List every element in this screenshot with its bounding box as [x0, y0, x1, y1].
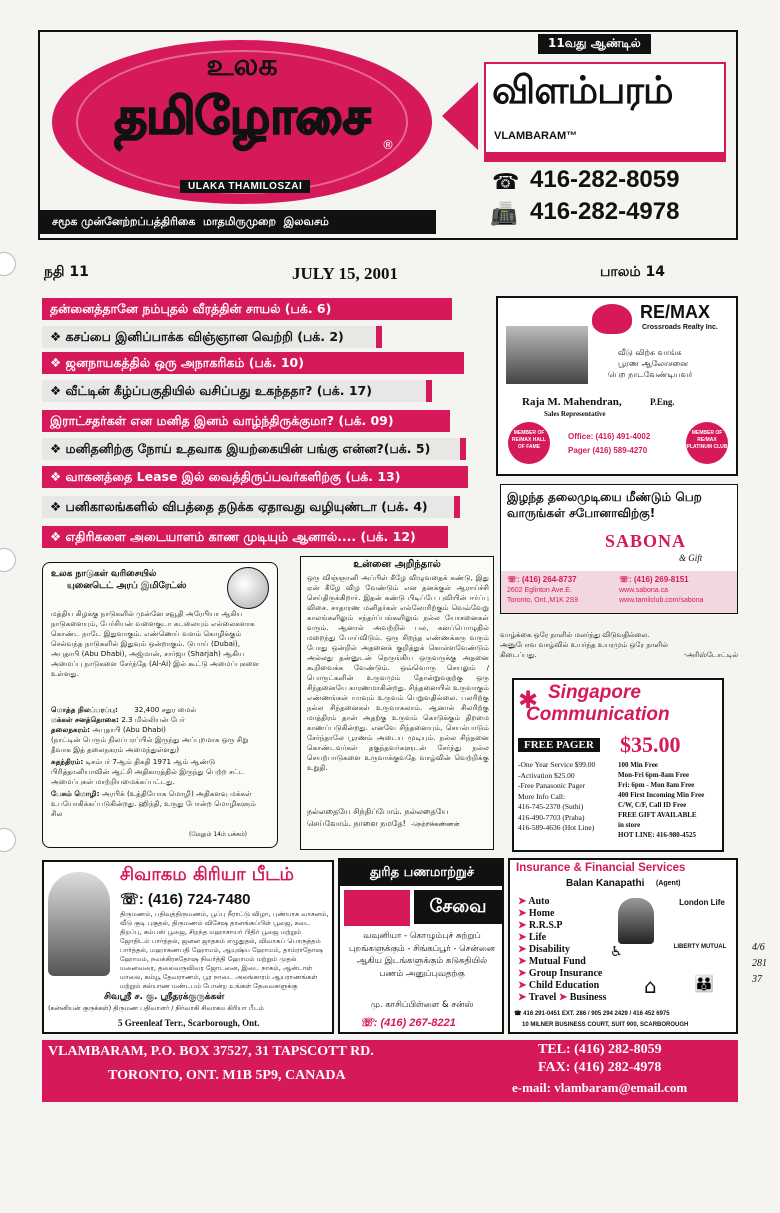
singapore-title-1: Singapore	[548, 682, 641, 703]
insurance-item: ➤ Mutual Fund	[518, 956, 586, 967]
insurance-item: ➤ Disability	[518, 944, 571, 955]
footer-email[interactable]: e-mail: vlambaram@email.com	[512, 1080, 688, 1095]
uae-capital-label: தலைநகரம்:	[51, 725, 91, 734]
insurance-title: Insurance & Financial Services	[516, 862, 686, 874]
masthead-logo	[52, 40, 432, 204]
transfer-phone: ☏: (416) 267-8221	[360, 1017, 456, 1029]
remax-tamil-2: பூரண ஆலோசனை	[618, 359, 688, 368]
sabona-fax: ☏: (416) 269-8151	[619, 575, 689, 584]
masthead-tamil-top: உலக	[206, 48, 278, 83]
singapore-left-item: -Activation $25.00	[518, 770, 575, 780]
uae-title-2: யுனைடெட் அரப் இமிரேட்ஸ்	[67, 581, 187, 591]
uae-capital-note: (நாட்டின் பெரும் நிலப்பரப்பில் இருந்து அப்புறமாக ஒரு சிறு தீவாக இத் தலைநகரம் அமைந்துள்ளது)	[51, 735, 249, 754]
telephone-icon: ☎	[492, 170, 520, 195]
singapore-title-2: Communication	[526, 704, 670, 725]
house-icon: ⌂	[644, 974, 657, 998]
transfer-title-1: துரித பணமாற்றுச்	[340, 860, 504, 886]
maple-leaf-icon: ✱	[518, 686, 539, 714]
uae-indep-row	[51, 757, 269, 787]
vlambaram-logo	[484, 62, 726, 162]
arrow-shape	[442, 82, 478, 150]
uae-body: மத்திய கிழக்கு நாடுகளில் முன்னே சவூதி அரேபியா ஆகிய நாடுகளையும், பேர்சியன் வளைகுடா கடலையும் எல்லைகளாக கொண்ட நாடே இதுவாகும். எண்ணெய் வளம் கொழிக்கும் செல்வந்த நாடுகளில் இதுவும் ஒன்றாகும். டுபாய் (Dubai), அபுதாபி (Abu Dhabi), அஜ்மான், சார்ஜா (Sharjah) ஆகிய அமைப்பு நாடுகளை சேர்ந்தே (Al-Ai) இல் கூட்டு அமைப்புகளை உள்ளது.	[51, 609, 260, 678]
handwritten-margin-note: 4/6 281 37	[752, 942, 767, 985]
headline-item[interactable]: இராட்சதர்கள் என மனித இனம் வாழ்ந்திருக்குமா? (பக். 09)	[42, 410, 450, 432]
uae-title-1: உலக நாடுகள் வரிசையில்	[51, 569, 157, 579]
punch-hole	[0, 252, 16, 276]
sivakam-body-continued	[48, 980, 118, 990]
footer-fax: FAX: (416) 282-4978	[538, 1060, 662, 1075]
sabona-tamil: இழந்த தலைமுடியை மீண்டும் பெற வாருங்கள் சபோனாவிற்கு!	[507, 490, 702, 520]
insurance-agent: Balan Kanapathi	[566, 878, 645, 889]
singapore-right-item: HOT LINE: 416-980-4525	[618, 831, 697, 839]
masthead-tagline: சமூக முன்னேற்றப்பத்திரிகை மாதமிருமுறை இலவசம்	[40, 210, 436, 234]
footer-address-1: VLAMBARAM, P.O. BOX 37527, 31 TAPSCOTT RD.	[48, 1044, 374, 1059]
quote-line-2: அனுபோவ வாழ்வில் உயர்ந்த உயரமும் ஒரே நாளில்	[500, 641, 668, 649]
remax-tamil-1: வீடு விற்க வாங்க	[618, 348, 682, 357]
sivakam-address: 5 Greenleaf Terr., Scarborough, Ont.	[118, 1018, 260, 1028]
insurance-contact: ☎ 416 291-0451 EXT. 286 / 905 294 2429 / 416 452 6975	[514, 1011, 670, 1017]
punch-hole	[0, 828, 16, 852]
remax-office: Crossroads Realty Inc.	[642, 324, 718, 331]
sabona-ad	[500, 484, 738, 614]
insurance-item: ➤ Child Education	[518, 980, 600, 991]
headline-item[interactable]: ❖ எதிரிகளை அடையாளம் காண முடியும் ஆனால்.... (பக். 12)	[42, 526, 448, 548]
quote-line-1: வாழ்க்கை ஒரே நாளில் மலர்ந்து விடுவதில்லை.	[500, 631, 650, 639]
footer-tel: TEL: (416) 282-8059	[538, 1042, 662, 1057]
singapore-left-item: -One Year Service $99.00	[518, 760, 596, 769]
balloon-icon	[592, 304, 632, 334]
uae-pop: 2.3 மில்லியன் பேர்	[121, 715, 185, 724]
singapore-right-list	[618, 760, 722, 840]
punch-hole	[0, 548, 16, 572]
uae-lang: அரபிக் (உத்தியோக மொழி) அதிகளவு மக்கள் உபயோகிக்கப்படுகின்றது. ஹிந்தி, உருது போன்ற மொழிகளும் சில	[51, 789, 257, 818]
hall-of-fame-seal: MEMBER OF RE/MAX HALL OF FAME	[508, 422, 550, 464]
transfer-title-2: சேவை	[414, 890, 502, 924]
uae-article	[42, 562, 278, 848]
uae-area: 32,400 சதுர மைல்	[134, 705, 197, 714]
vlambaram-latin: VLAMBARAM™	[494, 130, 578, 142]
singapore-left-item: 416-589-4636 (Hot Line)	[518, 823, 595, 832]
insurance-agent-role: (Agent)	[656, 880, 681, 887]
remax-ad	[496, 296, 738, 476]
uae-lang-label: பேசும் மொழி:	[51, 789, 100, 798]
footer-bar	[42, 1040, 738, 1102]
free-pager-badge: FREE PAGER	[518, 738, 600, 752]
sivakam-body: திருமணம், பதிவுத்திருமணம், பூப்பு நீராட்டு விழா, புண்யாக வாசனம், வீடு குடி புகுதல், திருமணம் விசேஷ தானங்கப்பிள் பூஜை, கடை திறப்பு, கம்பஸ் பூஜை, சிறந்த மஹாசாயர் பிதிர் பூஜை மற்றும் ஜோதிடம் பார்த்தல், ஜனன ஜாதகம் எழுதுதல், விவாகப் பொருத்தம் பார்த்தல், மஹாகணபதி ஹோமம், ஆயுஷ்ய ஹோமம், தாம்ராதோஷ ஹோமம், நவக்கிரகதோஷ நிவர்த்தி ஹோமம் மற்றும் முதல் மனைவரை, தலைவருவிவர ஜோடனை, இடை நாகம், ஆன்டாள் மாலை, கம்யூ தேவராணம், பூர நாடை அலங்காரம் ஆயராணங்கள் மற்றும் கல்யாண மண்டபம் போன்ற உங்கள் தேவைகளுக்கு	[120, 910, 329, 990]
remax-agent-suffix: P.Eng.	[650, 397, 675, 407]
remax-brand: RE/MAX	[640, 302, 711, 322]
sabona-phone: ☏: (416) 264-8737	[507, 575, 577, 584]
family-icon: 👪	[694, 974, 714, 993]
singapore-left-item: More Info Call:	[518, 791, 566, 801]
headline-item[interactable]: ❖ கசப்பை இனிப்பாக்க விஞ்ஞான வெற்றி (பக். 2)	[42, 326, 382, 348]
sivakam-ad	[42, 860, 334, 1034]
liberty-mutual-logo: LIBERTY MUTUAL	[673, 944, 727, 950]
registered-mark: ®	[382, 138, 394, 152]
uae-capital: அபுதாபி (Abu Dhabi)	[92, 725, 166, 734]
know-yourself-article	[300, 556, 494, 850]
insurance-item: ➤ Auto	[518, 896, 550, 907]
insurance-address: 10 MILNER BUSINESS COURT, SUIT 900, SCARBOROUGH	[522, 1022, 689, 1028]
remax-pager: Pager (416) 589-4270	[568, 446, 648, 455]
quote-line-3: கிடைப்பது.	[500, 651, 537, 659]
singapore-left-item: -Free Panasonic Pager	[518, 781, 586, 790]
deity-image-icon	[48, 872, 110, 976]
singapore-right-item: FREE GIFT AVAILABLE	[618, 811, 697, 819]
singapore-left-list	[518, 760, 616, 834]
year-badge: 11வது ஆண்டில்	[538, 34, 651, 54]
headline-item[interactable]: தன்னைத்தானே நம்புதல் வீரத்தின் சாயல் (பக். 6)	[42, 298, 452, 320]
insurance-item: ➤ Home	[518, 908, 555, 919]
globe-icon	[227, 567, 269, 609]
vlambaram-underline	[486, 152, 724, 160]
issue-number: பாலம் 14	[600, 264, 665, 280]
quote-author: -அரிஸ்டோட்டில்	[683, 651, 738, 659]
singapore-right-item: in store	[618, 821, 641, 829]
insurance-item: ➤ Group Insurance	[518, 968, 603, 979]
know-closing-1: நல்லதையே சிந்திப்போம். நல்லதையே	[307, 807, 449, 816]
remax-role: Sales Representative	[544, 410, 606, 418]
singapore-right-item: 100 Min Free	[618, 761, 658, 769]
fax-icon: 📠	[490, 202, 518, 227]
headline-item[interactable]: ❖ பனிகாலங்களில் விபத்தை தடுக்க ஏதாவது வழியுண்டா (பக். 4)	[42, 496, 460, 518]
sabona-web-2[interactable]: www.tamilclub.com/sabona	[619, 597, 704, 604]
uae-pop-row	[51, 715, 269, 725]
sivakam-phone: ☏: (416) 724-7480	[120, 891, 251, 908]
know-author: -நெற்றிக்கண்ணன்	[411, 821, 460, 828]
singapore-right-item: C/W, C/F, Call ID Free	[618, 801, 687, 809]
header-fax: 416-282-4978	[530, 198, 680, 225]
insurance-item: ➤ Life	[518, 932, 547, 943]
uae-lang-row	[51, 789, 269, 819]
sabona-address-2: Toronto, Ont.,M1K 2S9	[507, 597, 579, 604]
money-transfer-ad	[338, 858, 504, 1034]
singapore-left-item: 416-490-7703 (Praba)	[518, 812, 585, 822]
remax-office-phone: Office: (416) 491-4002	[568, 432, 651, 441]
issue-date: JULY 15, 2001	[292, 264, 398, 283]
uae-area-label: மொத்த நிலப்பரப்பு:	[51, 705, 118, 714]
uae-area-row	[51, 705, 269, 715]
sivakam-title: சிவாகம கிரியா பீடம்	[120, 864, 295, 885]
sabona-gift: & Gift	[679, 553, 703, 563]
sivakam-priest: சிவஸ்ரீ ச. கு. ஸ்ரீதரக்குருக்கள்	[104, 992, 225, 1002]
vlambaram-tamil: விளம்பரம்	[492, 68, 673, 112]
header-phone: 416-282-8059	[530, 166, 680, 193]
headline-item[interactable]: ❖ வாகனத்தை Lease இல் வைத்திருப்பவர்களிற்கு (பக். 13)	[42, 466, 468, 488]
sivakam-priest-note: (கன்னியன் குருக்கள்) திருமண பதிவாளர் / நிர்வாகி சிவாகம கிரியா பீடம்	[48, 1004, 264, 1012]
money-logo-icon	[344, 890, 410, 926]
headline-item[interactable]: ❖ மனிதனிற்கு நோய் உதவாக இயற்கையின் பங்கு என்ன?(பக். 5)	[42, 438, 466, 460]
insurance-ad	[508, 858, 738, 1034]
know-title: உன்னை அறிந்தால்	[353, 559, 441, 570]
insurance-services-list	[518, 896, 606, 1004]
uae-pop-label: மக்கள் சனத்தொகை:	[51, 715, 119, 724]
know-closing-2: செய்வோம். நாளை நமதே!	[307, 819, 406, 828]
know-body: ஒரு விஞ்ஞானி அப்பிள் கீழே விழுவதைக் கண்டு, இது ஏன் கீழே விழ வேண்டும் என தனக்குள் ஆராய்ச்சி செய்திருக்கிறார். இதன் கண்டு பிடிப்பே புவியின் ஈர்ப்பு விசை. சாதாரண மனிதர்கள் எல்லோரிற்கும் வெவ்வேறு காலங்களிலும் சந்தர்ப்பங்களிலும் நல்ல யோசனைகள் வரும். ஆனால் அவற்றில் பல, கனப்பொழுதில் மறைந்து போய்விடும். ஒரு சிறந்த எண்ணக்கரு வரும் போது ஒன்றில் அதனைக் குறித்துக் கொள்ளவேண்டும் அல்லது தன்னுடன் நெருங்கிய ஒருவருக்கு அதனை கூறிவைக்க வேண்டும். ஒவ்வொரு செயலும் / பொருட்களின் உருவமும் தோன்றுவதற்கு ஒரு சிந்தனையே காரணமாகின்றது. சிந்தனையில் உருவாகும் எண்ணங்கள் யாவும் உருவம் பெறுவதில்லை. பலரிற்கு நல்ல சிந்தனைகள் உருவாகலாம். ஆனால் சிலரிற்கு மாத்திரம் தான் அதற்கு உருவம் கொடுக்கும் திறமை காணப்படுகின்றது. எனவே சிந்தனையும், செயல்பாடும் சேர்ந்தாலே பூரணம் அடைய முடியும். நல்ல சிந்தனை கொண்டவர்கள் தகுந்தவர்களுடன் சேர்ந்து நல்ல செயற்பாடுகளை உருவாக்குவதே வாழ்வின் வெற்றிக்கு உறுதி.	[307, 573, 489, 772]
aristotle-quote	[500, 630, 738, 670]
london-life-logo: London Life	[679, 898, 725, 907]
remax-agent: Raja M. Mahendran,	[522, 396, 622, 408]
agent-photo-icon	[618, 898, 654, 944]
remax-tamil-3: பெற நாடவேண்டியவர்	[608, 370, 693, 379]
singapore-right-item: Fri: 6pm - Mon 8am Free	[618, 781, 695, 789]
masthead-frame	[38, 30, 738, 240]
uae-capital-row	[51, 725, 269, 735]
singapore-right-item: Mon-Fri 6pm-8am Free	[618, 771, 690, 779]
singapore-communication-ad	[512, 678, 724, 852]
headline-item[interactable]: ❖ ஜனநாயகத்தில் ஒரு அநாகரிகம் (பக். 10)	[42, 352, 464, 374]
uae-indep-label: சுதந்திரம்:	[51, 757, 84, 766]
sabona-web-1[interactable]: www.sabona.ca	[619, 587, 669, 594]
insurance-item: ➤ R.R.S.P	[518, 920, 563, 931]
uae-continue[interactable]: (மேலும் 14ம் பக்கம்)	[189, 831, 248, 838]
footer-address-2: TORONTO, ONT. M1B 5P9, CANADA	[108, 1068, 346, 1083]
masthead-latin: ULAKA THAMILOSZAI	[180, 180, 310, 193]
platinum-club-seal: MEMBER OF RE/MAX PLATINUM CLUB	[686, 422, 728, 464]
transfer-agent: மு. காசிப்பிள்ளை & சன்ஸ்	[370, 1000, 474, 1010]
transfer-body: வவுனியா - கொழும்புச் சுற்றுப் புறங்களுக்கும் - சிங்கப்பூர் - சென்னை ஆகிய இடங்களுக்கும் கடுகதியில் பணம் அனுப்புவதற்கு	[348, 931, 496, 979]
uae-indep: டிசம்பர் 7ஆம் திகதி 1971 ஆம் ஆண்டு பிரித்தானியாவின் ஆட்சி அதிகாரத்தில் இருந்து பெற்ற சட்ட அமைப்புகள் மாற்றியமைக்கப்பட்டது.	[51, 757, 245, 786]
issue-volume: நதி 11	[44, 264, 89, 280]
singapore-right-item: 400 First Incoming Min Free	[618, 791, 705, 799]
house-photo-icon	[506, 326, 588, 384]
wheelchair-icon: ♿	[610, 944, 623, 960]
headline-item[interactable]: ❖ வீட்டின் கீழ்ப்பகுதியில் வசிப்பது உகந்ததா? (பக். 17)	[42, 380, 432, 402]
masthead-title: தமிழோசை	[114, 87, 370, 145]
singapore-left-item: 416-745-2378 (Suthi)	[518, 802, 584, 811]
sabona-brand: SABONA	[605, 531, 687, 551]
insurance-item: ➤ Travel ➤ Business	[518, 992, 607, 1003]
pager-price: $35.00	[620, 732, 681, 757]
sabona-address-1: 2602 Eglinton Ave.E.	[507, 587, 572, 594]
